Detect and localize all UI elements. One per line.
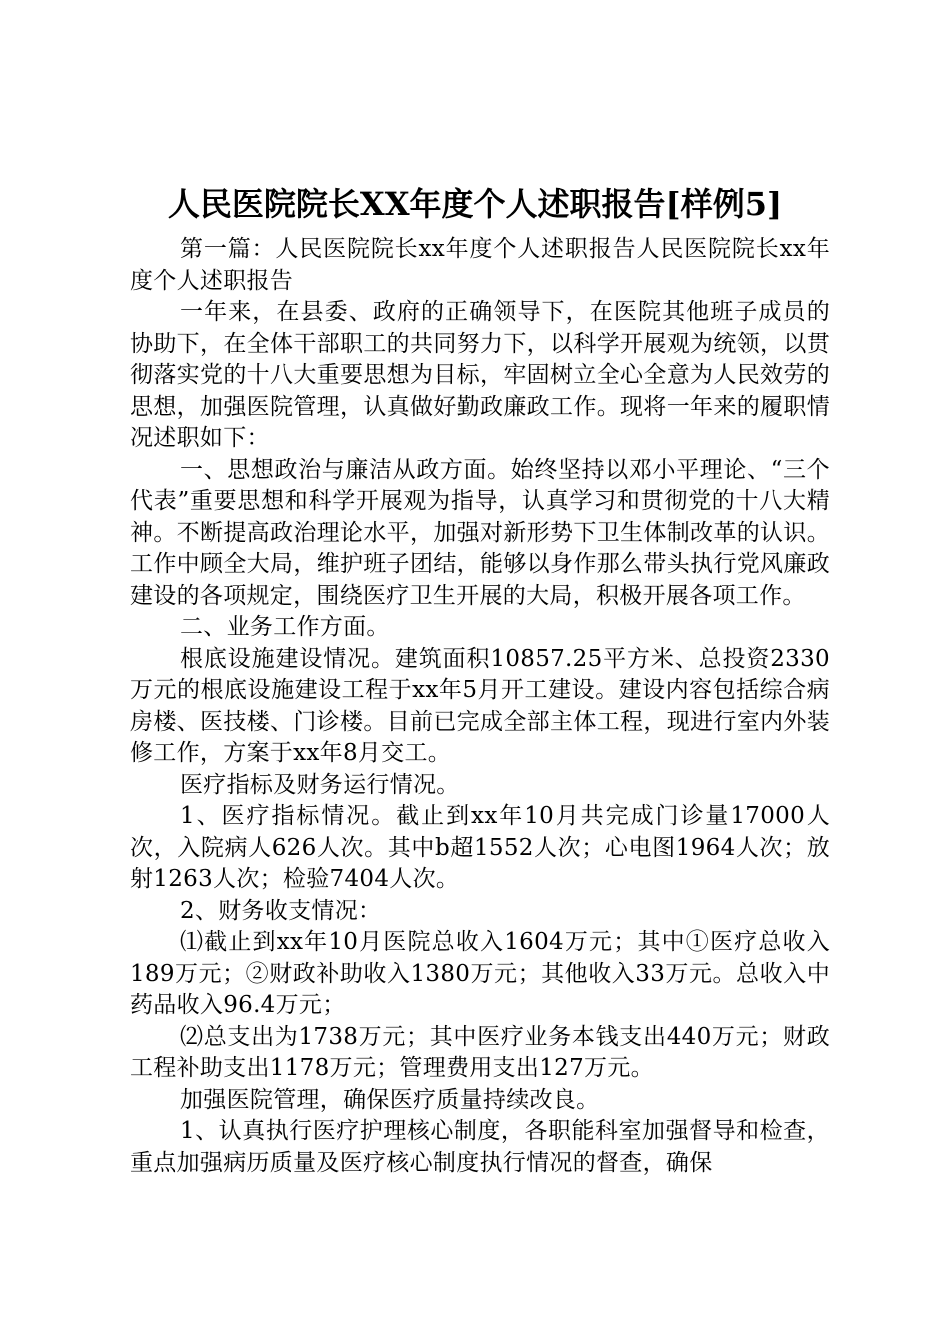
document-body <box>130 234 830 1179</box>
paragraph: 1、认真执行医疗护理核心制度，各职能科室加强督导和检查，重点加强病历质量及医疗核心制度执行情况的督查，确保 <box>130 1118 830 1176</box>
paragraph: 医疗指标及财务运行情况。 <box>180 771 460 798</box>
paragraph: 二、业务工作方面。 <box>180 614 390 640</box>
paragraph: 加强医院管理，确保医疗质量持续改良。 <box>180 1086 600 1113</box>
paragraph: 1、医疗指标情况。截止到xx年10月共完成门诊量17000人次，入院病人626人次。其中b超1552人次；心电图1964人次；放射1263人次；检验7404人次。 <box>130 803 830 892</box>
paragraph: 第一篇：人民医院院长xx年度个人述职报告人民医院院长xx年度个人述职报告 <box>130 236 830 294</box>
paragraph: ⑵总支出为1738万元；其中医疗业务本钱支出440万元；财政工程补助支出1178万元；管理费用支出127万元。 <box>130 1023 830 1081</box>
paragraph: 一年来，在县委、政府的正确领导下，在医院其他班子成员的协助下，在全体干部职工的共同努力下，以科学开展观为统领，以贯彻落实党的十八大重要思想为目标，牢固树立全心全意为人民效劳的思想，加强医院管理，认真做好勤政廉政工作。现将一年来的履职情况述职如下： <box>130 299 830 451</box>
document-title: 人民医院院长XX年度个人述职报告[样例5] <box>167 185 783 223</box>
paragraph: 一、思想政治与廉洁从政方面。始终坚持以邓小平理论、“三个代表”重要思想和科学开展观为指导，认真学习和贯彻党的十八大精神。不断提高政治理论水平，加强对新形势下卫生体制改革的认识。工作中顾全大局，维护班子团结，能够以身作那么带头执行党风廉政建设的各项规定，围绕医疗卫生开展的大局，积极开展各项工作。 <box>130 456 830 609</box>
paragraph: 2、财务收支情况： <box>180 897 382 924</box>
paragraph: 根底设施建设情况。建筑面积10857.25平方米、总投资2330万元的根底设施建设工程于xx年5月开工建设。建设内容包括综合病房楼、医技楼、门诊楼。目前已完成全部主体工程，现进行室内外装修工作，方案于xx年8月交工。 <box>130 645 830 766</box>
paragraph: ⑴截止到xx年10月医院总收入1604万元；其中①医疗总收入189万元；②财政补助收入1380万元；其他收入33万元。总收入中药品收入96.4万元； <box>130 929 830 1018</box>
